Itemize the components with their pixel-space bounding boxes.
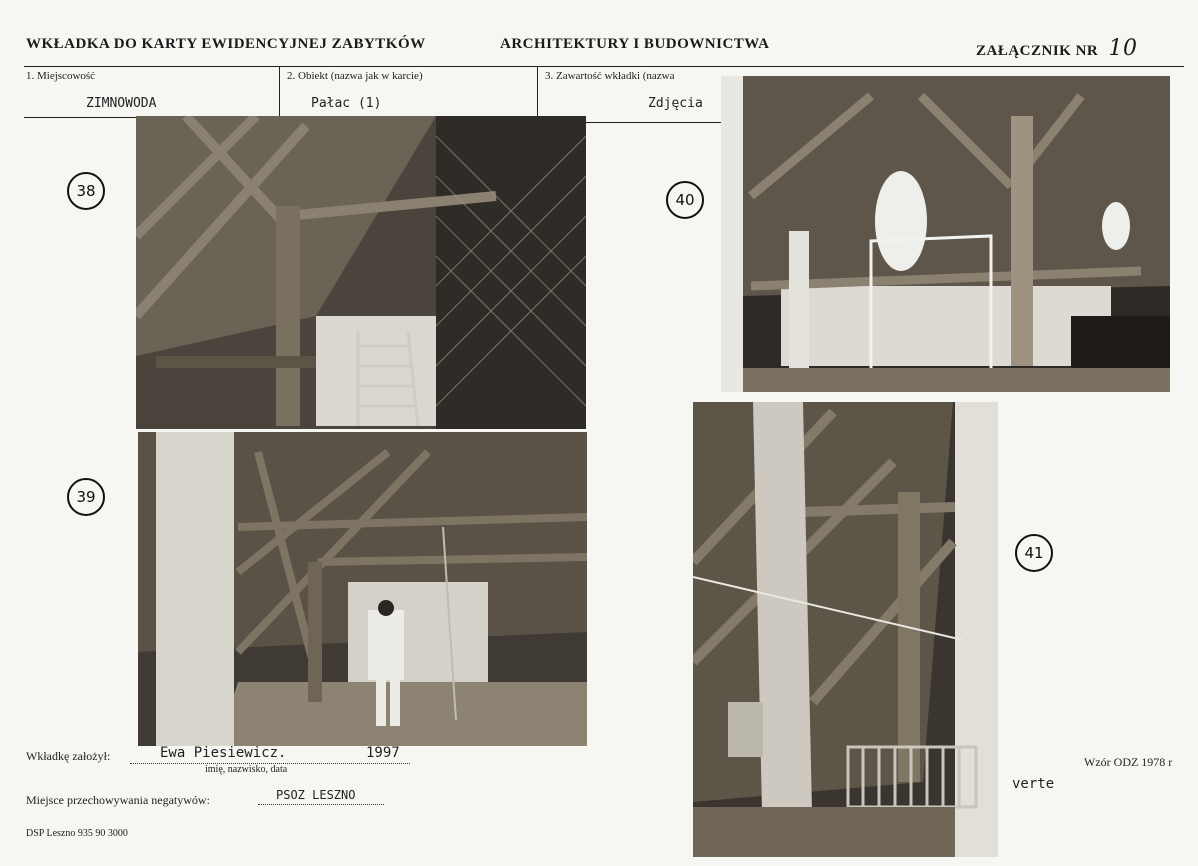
form-title: WKŁADKA DO KARTY EWIDENCYJNEJ ZABYTKÓW [26, 36, 426, 52]
attachment-label: ZAŁĄCZNIK NR [976, 43, 1099, 59]
photo-39-attic-person [138, 432, 587, 746]
content-value: Zdjęcia [648, 96, 703, 111]
created-by-value: Ewa Piesiewicz. [160, 745, 287, 761]
field-divider [537, 66, 538, 116]
photo-number-38: 38 [67, 172, 105, 210]
photo-38-attic-stairs [136, 116, 586, 429]
print-mark: DSP Leszno 935 90 3000 [26, 828, 128, 839]
header-rule [24, 66, 1184, 67]
object-value: Pałac (1) [311, 96, 382, 111]
field-divider [279, 66, 280, 116]
created-by-caption: imię, nazwisko, data [205, 764, 288, 775]
locality-label: 1. Miejscowość [26, 70, 96, 82]
photo-40-attic-window [721, 76, 1170, 392]
created-by-label: Wkładkę założył: [26, 749, 111, 763]
object-label: 2. Obiekt (nazwa jak w karcie) [287, 70, 423, 82]
negatives-line [258, 804, 384, 805]
form-subtitle: ARCHITEKTURY I BUDOWNICTWA [500, 36, 770, 52]
field-rule [586, 122, 722, 123]
negatives-label: Miejsce przechowywania negatywów: [26, 793, 210, 807]
created-year: 1997 [366, 745, 400, 761]
photo-number-41: 41 [1015, 534, 1053, 572]
content-label: 3. Zawartość wkładki (nazwa [545, 70, 675, 82]
verte-note: verte [1012, 776, 1055, 792]
attachment-number-value: 10 [1108, 36, 1138, 61]
field-rule [24, 117, 136, 118]
negatives-value: PSOZ LESZNO [276, 788, 356, 802]
photo-number-40: 40 [666, 181, 704, 219]
locality-value: ZIMNOWODA [86, 96, 157, 111]
photo-41-attic-crib [693, 402, 998, 857]
attachment-number [976, 36, 1138, 61]
photo-number-39: 39 [67, 478, 105, 516]
form-model: Wzór ODZ 1978 r [1084, 755, 1173, 769]
